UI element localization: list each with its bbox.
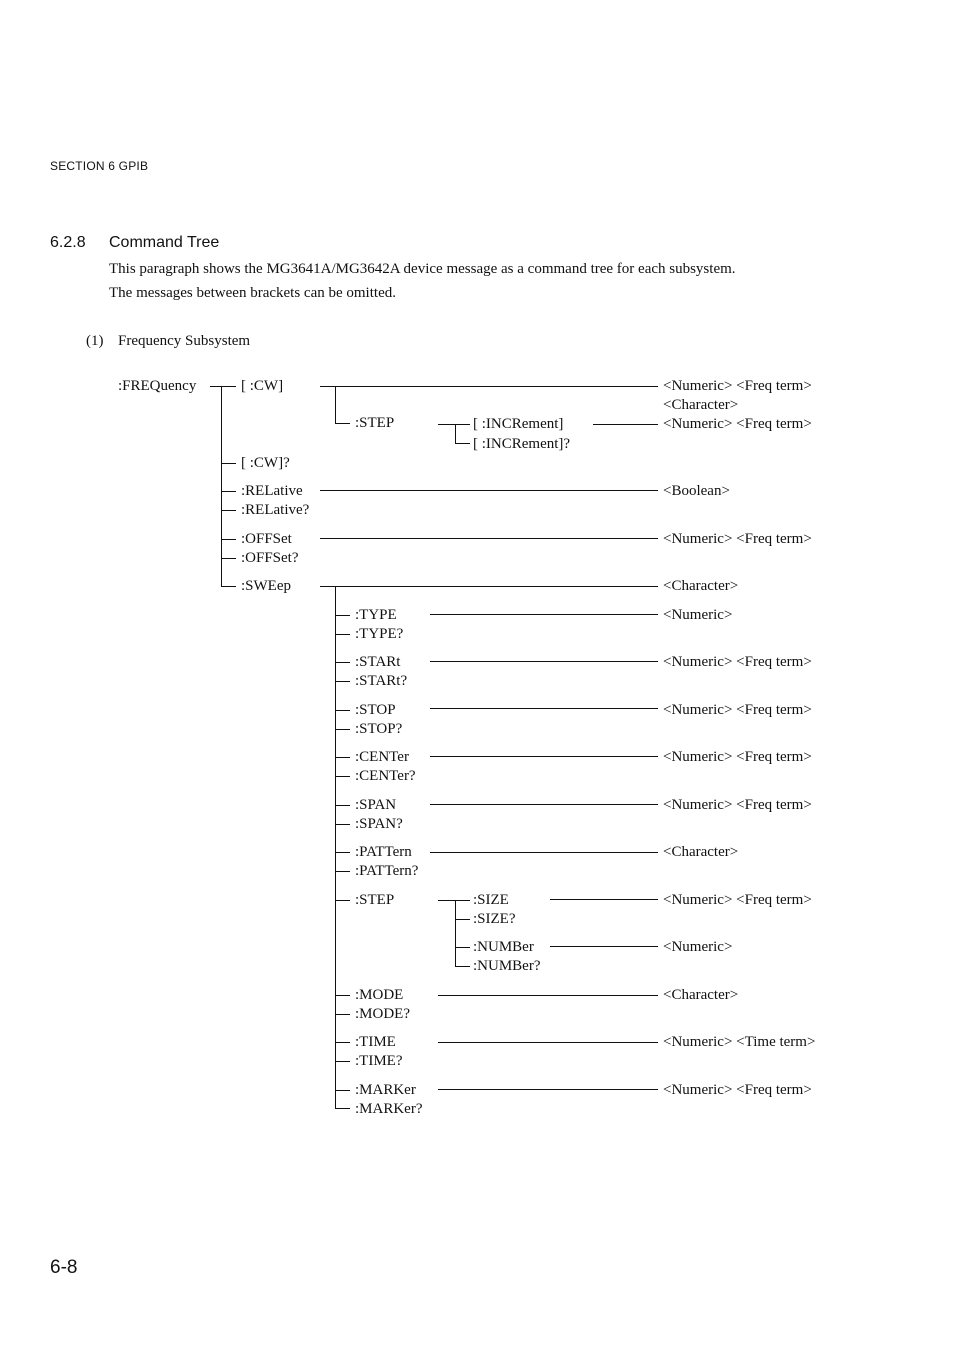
node-relative-query: :RELative?: [241, 502, 310, 518]
node-mode-query: :MODE?: [355, 1006, 410, 1022]
node-stop-query: :STOP?: [355, 721, 403, 737]
node-cw: [ :CW]: [241, 378, 284, 394]
node-cw-query: [ :CW]?: [241, 455, 290, 471]
node-sweep: :SWEep: [241, 578, 291, 594]
param-relative: <Boolean>: [663, 483, 730, 499]
param-stop: <Numeric> <Freq term>: [663, 702, 812, 718]
param-start: <Numeric> <Freq term>: [663, 654, 812, 670]
param-increment: <Numeric> <Freq term>: [663, 416, 812, 432]
node-start: :STARt: [355, 654, 401, 670]
node-center: :CENTer: [355, 749, 409, 765]
node-type-query: :TYPE?: [355, 626, 404, 642]
node-number-query: :NUMBer?: [473, 958, 541, 974]
param-span: <Numeric> <Freq term>: [663, 797, 812, 813]
param-time: <Numeric> <Time term>: [663, 1034, 816, 1050]
node-relative: :RELative: [241, 483, 303, 499]
node-type: :TYPE: [355, 607, 397, 623]
page-number: 6-8: [50, 1257, 78, 1278]
node-marker: :MARKer: [355, 1082, 416, 1098]
param-offset: <Numeric> <Freq term>: [663, 531, 812, 547]
node-pattern: :PATTern: [355, 844, 412, 860]
node-span: :SPAN: [355, 797, 397, 813]
node-frequency: :FREQuency: [118, 378, 197, 394]
param-pattern: <Character>: [663, 844, 739, 860]
section-number: 6.2.8: [50, 234, 86, 251]
subsection-title: Frequency Subsystem: [118, 333, 251, 349]
intro-paragraph-line2: The messages between brackets can be omitted.: [109, 285, 396, 301]
node-time-query: :TIME?: [355, 1053, 403, 1069]
param-marker: <Numeric> <Freq term>: [663, 1082, 812, 1098]
param-cw: <Numeric> <Freq term>: [663, 378, 812, 394]
node-cw-step: :STEP: [355, 415, 395, 431]
param-cw-character: <Character>: [663, 397, 739, 413]
node-increment-query: [ :INCRement]?: [473, 436, 571, 452]
subsection-number: (1): [86, 333, 104, 349]
intro-paragraph-line1: This paragraph shows the MG3641A/MG3642A device message as a command tree for each subsystem.: [109, 261, 736, 277]
node-size-query: :SIZE?: [473, 911, 516, 927]
node-marker-query: :MARKer?: [355, 1101, 423, 1117]
node-sweep-step: :STEP: [355, 892, 395, 908]
section-title: Command Tree: [109, 234, 220, 251]
param-sweep: <Character>: [663, 578, 739, 594]
param-center: <Numeric> <Freq term>: [663, 749, 812, 765]
param-size: <Numeric> <Freq term>: [663, 892, 812, 908]
node-increment: [ :INCRement]: [473, 416, 564, 432]
node-size: :SIZE: [473, 892, 509, 908]
node-start-query: :STARt?: [355, 673, 408, 689]
node-center-query: :CENTer?: [355, 768, 416, 784]
node-number: :NUMBer: [473, 939, 534, 955]
node-pattern-query: :PATTern?: [355, 863, 419, 879]
node-offset-query: :OFFSet?: [241, 550, 299, 566]
param-number: <Numeric>: [663, 939, 733, 955]
node-offset: :OFFSet: [241, 531, 292, 547]
node-span-query: :SPAN?: [355, 816, 403, 832]
node-mode: :MODE: [355, 987, 404, 1003]
param-mode: <Character>: [663, 987, 739, 1003]
param-type: <Numeric>: [663, 607, 733, 623]
running-header: SECTION 6 GPIB: [50, 159, 149, 173]
node-stop: :STOP: [355, 702, 396, 718]
node-time: :TIME: [355, 1034, 396, 1050]
